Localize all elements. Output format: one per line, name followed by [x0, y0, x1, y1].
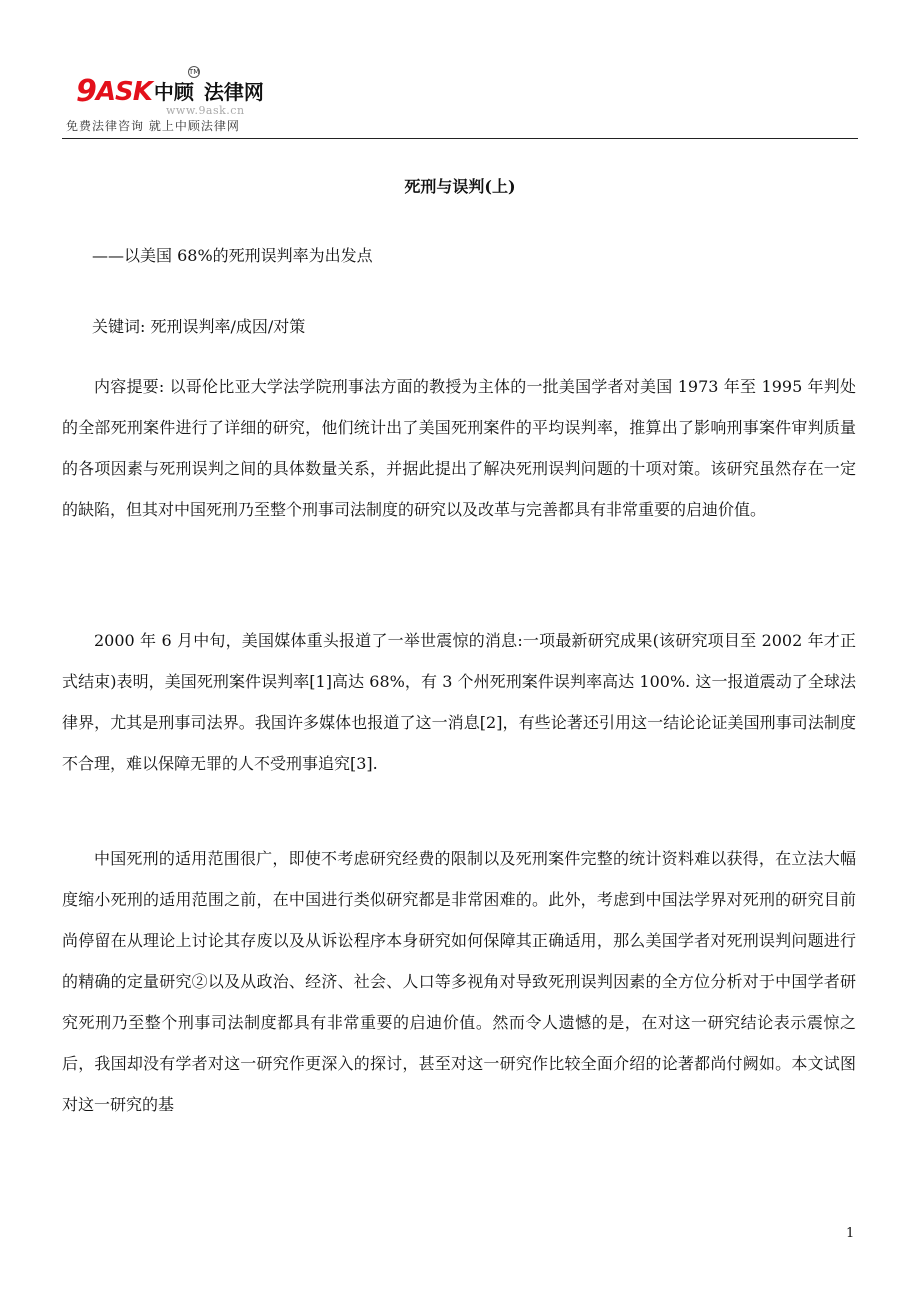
logo-url: www.9ask.cn	[166, 104, 245, 117]
paragraph-abstract: 内容提要: 以哥伦比亚大学法学院刑事法方面的教授为主体的一批美国学者对美国 1973 年至 1995 年判处的全部死刑案件进行了详细的研究，他们统计出了美国死刑案件的平均误判率，推算出了影响刑事案件审判质量的各项因素与死刑误判之间的具体数量关系，并据此提出了解决死刑误判问题的十项对策。该研究虽然存在一定的缺陷，但其对中国死刑乃至整个刑事司法制度的研究以及改革与完善都具有非常重要的启迪价值。	[62, 377, 856, 519]
trademark-icon: TM	[189, 68, 200, 76]
header-divider	[62, 138, 858, 139]
document-keywords: 关键词: 死刑误判率/成因/对策	[92, 317, 306, 336]
page-number: 1	[846, 1226, 855, 1241]
site-header	[62, 68, 858, 138]
document-subtitle: ——以美国 68%的死刑误判率为出发点	[92, 246, 373, 265]
logo-slogan: 免费法律咨询 就上中顾法律网	[66, 119, 240, 133]
logo-brand-cn: 中顾	[153, 80, 194, 104]
paragraph-body-2: 中国死刑的适用范围很广，即使不考虑研究经费的限制以及死刑案件完整的统计资料难以获得，在立法大幅度缩小死刑的适用范围之前，在中国进行类似研究都是非常困难的。此外，考虑到中国法学界对死刑的研究目前尚停留在从理论上讨论其存废以及从诉讼程序本身研究如何保障其正确适用，那么美国学者对死刑误判问题进行的精确的定量研究②以及从政治、经济、社会、人口等多视角对导致死刑误判因素的全方位分析对于中国学者研究死刑乃至整个刑事司法制度都具有非常重要的启迪价值。然而令人遗憾的是，在对这一研究结论表示震惊之后，我国却没有学者对这一研究作更深入的探讨，甚至对这一研究作比较全面介绍的论著都尚付阙如。本文试图对这一研究的基	[62, 849, 856, 1114]
document-title: 死刑与误判(上)	[404, 177, 516, 196]
logo-brand-latin: ASK	[95, 77, 152, 107]
logo-brand-cn2: 法律网	[203, 80, 264, 104]
paragraph-body-1: 2000 年 6 月中旬，美国媒体重头报道了一举世震惊的消息:一项最新研究成果(该研究项目至 2002 年才正式结束)表明，美国死刑案件误判率[1]高达 68%，有 3 个州死刑案件误判率高达 100%. 这一报道震动了全球法律界，尤其是刑事司法界。我国许多媒体也报道了这一消息[2]，有些论著还引用这一结论论证美国刑事司法制度不合理，难以保障无罪的人不受刑事追究[3].	[62, 631, 856, 773]
logo-mark-icon: 9	[76, 74, 96, 109]
